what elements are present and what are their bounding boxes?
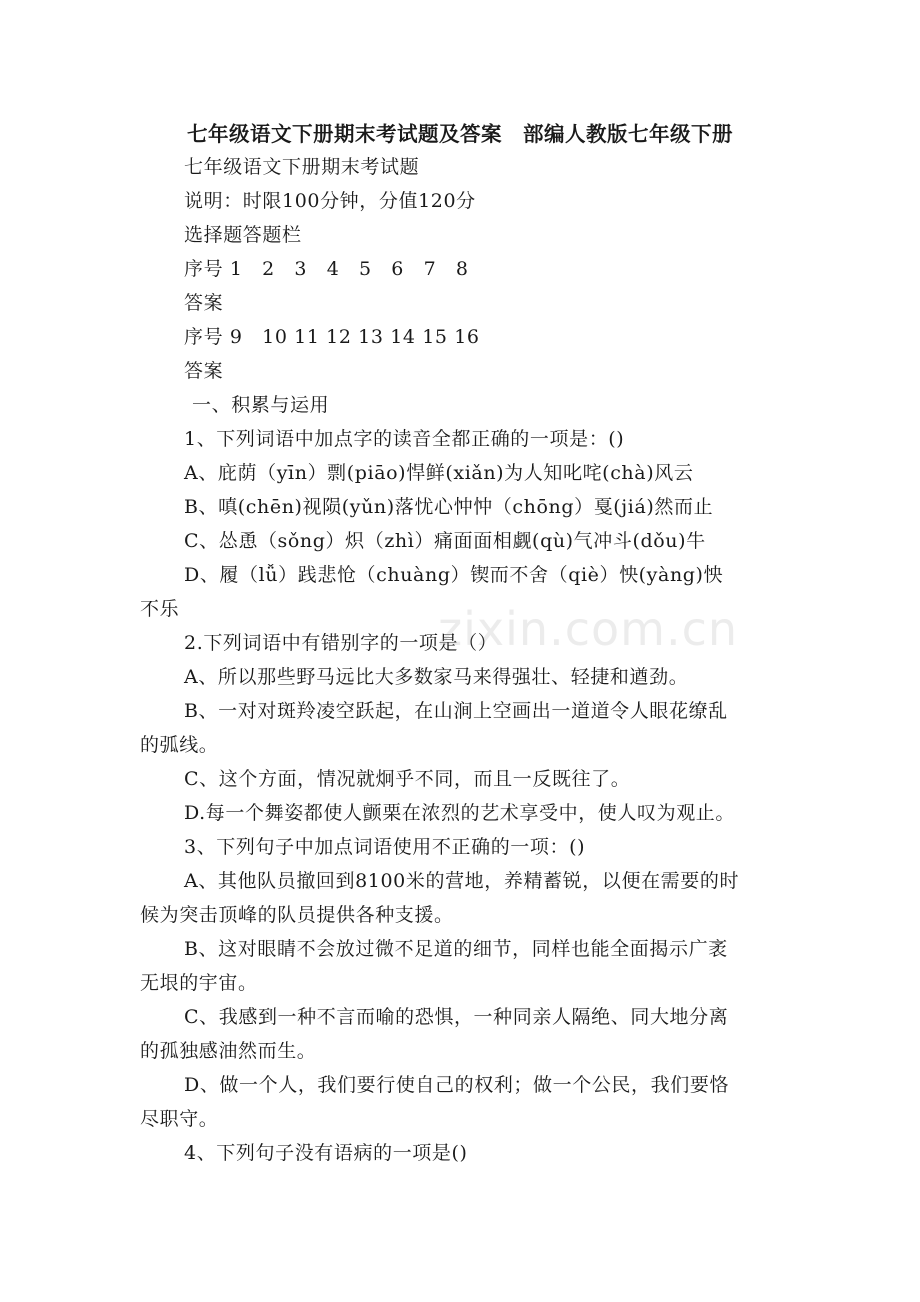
text-line: 4、下列句子没有语病的一项是() (184, 1142, 468, 1164)
text-line: 的弧线。 (140, 734, 219, 756)
text-line: 一、积累与运用 (192, 394, 330, 416)
document-title: 七年级语文下册期末考试题及答案 部编人教版七年级下册 (187, 122, 733, 146)
text-line: A、其他队员撤回到8100米的营地，养精蓄锐，以便在需要的时 (184, 870, 740, 892)
text-line: B、一对对斑羚凌空跃起，在山涧上空画出一道道令人眼花缭乱 (184, 700, 728, 722)
text-line: 选择题答题栏 (184, 224, 302, 246)
text-line: B、嗔(chēn)视陨(yǔn)落忧心忡忡（chōng）戛(jiá)然而止 (184, 496, 714, 518)
text-line: 说明：时限100分钟，分值120分 (184, 190, 476, 212)
text-line: 无垠的宇宙。 (140, 972, 258, 994)
text-line: 1、下列词语中加点字的读音全都正确的一项是：() (184, 428, 625, 450)
text-line: B、这对眼睛不会放过微不足道的细节，同样也能全面揭示广袤 (184, 938, 728, 960)
text-line: 序号 1 2 3 4 5 6 7 8 (184, 258, 469, 280)
text-line: 七年级语文下册期末考试题 (184, 156, 420, 178)
text-line: 答案 (184, 360, 224, 382)
text-line: 序号 9 10 11 12 13 14 15 16 (184, 326, 480, 348)
text-line: D、做一个人，我们要行使自己的权利；做一个公民，我们要恪 (184, 1074, 730, 1096)
text-line: 不乐 (140, 598, 180, 620)
text-line: C、这个方面，情况就炯乎不同，而且一反既往了。 (184, 768, 631, 790)
text-line: D、履（lǚ）践悲怆（chuàng）锲而不舍（qiè）怏(yàng)怏 (184, 564, 724, 586)
text-line: C、我感到一种不言而喻的恐惧，一种同亲人隔绝、同大地分离 (184, 1006, 729, 1028)
text-line: 尽职守。 (140, 1108, 219, 1130)
text-line: 3、下列句子中加点词语使用不正确的一项：() (184, 836, 586, 858)
text-line: C、怂恿（sǒng）炽（zhì）痛面面相觑(qù)气冲斗(dǒu)牛 (184, 530, 706, 552)
text-line: 的孤独感油然而生。 (140, 1040, 317, 1062)
text-line: D.每一个舞姿都使人颤栗在浓烈的艺术享受中，使人叹为观止。 (184, 802, 735, 824)
text-line: 答案 (184, 292, 224, 314)
text-line: A、庇荫（yīn）剽(piāo)悍鲜(xiǎn)为人知叱咤(chà)风云 (184, 462, 694, 484)
text-line: 2.下列词语中有错别字的一项是（） (184, 632, 498, 654)
document-body (140, 150, 800, 1170)
watermark: zixin.com.cn (438, 602, 739, 656)
text-line: 候为突击顶峰的队员提供各种支援。 (140, 904, 454, 926)
text-line: A、所以那些野马远比大多数家马来得强壮、轻捷和遒劲。 (184, 666, 689, 688)
